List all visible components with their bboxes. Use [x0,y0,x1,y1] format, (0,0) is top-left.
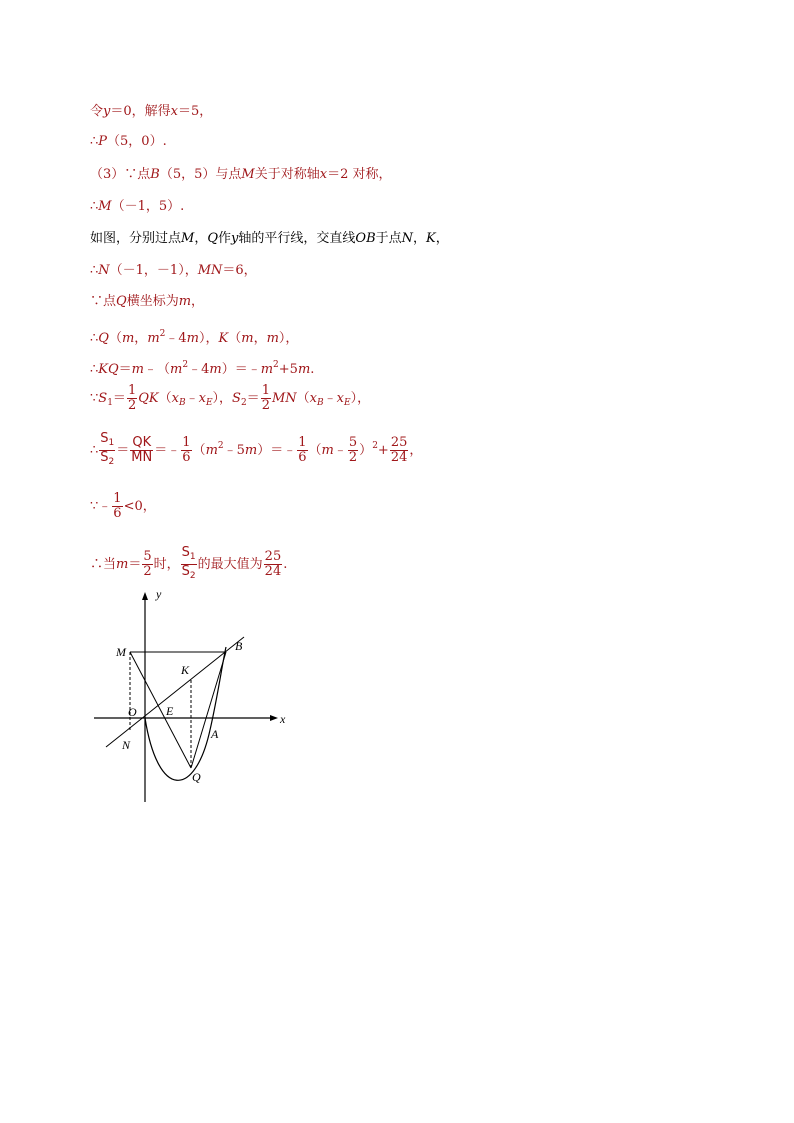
s-letter: S [181,545,190,560]
subscript: B [317,398,324,408]
text: . [310,362,315,377]
point-b: B [150,167,160,182]
text: ， [413,231,427,246]
text: ﹣4 [188,362,210,377]
line-1 [90,103,212,121]
line-11 [90,432,422,469]
text: ）， [212,391,233,406]
var-m: m [121,331,135,346]
denominator: 6 [113,506,122,521]
text: （3）∵点 [90,167,151,182]
line-4 [90,198,184,216]
fraction-25-24 [390,436,409,465]
var-m: m [321,443,334,458]
denominator: 6 [298,450,307,465]
label-b: B [235,639,243,653]
label-x: x [280,712,286,726]
text: ＝5， [178,104,213,119]
exponent: 2 [159,329,166,339]
s-letter: S [100,431,109,446]
therefore: ∴ [90,134,99,149]
line-10 [90,384,370,413]
text: ＝2 对称， [327,167,392,182]
text: ， [253,331,267,346]
var-m: m [170,362,183,377]
var-m: m [116,557,129,572]
s-letter: S [181,564,190,579]
s-letter: S [100,450,109,465]
var-m: m [297,362,311,377]
subscript: 2 [189,571,196,581]
label-m: M [116,645,126,659]
segment-mn: MN [197,263,223,278]
var-x: x [170,104,178,119]
var-m: m [244,443,258,458]
text: ）， [198,331,219,346]
text: ）， [350,391,371,406]
line-ob: OB [355,231,376,246]
label-n: N [122,738,131,752]
var-s: S [98,391,108,406]
var-m: m [241,331,254,346]
label-a: A [211,727,219,741]
point-m: M [98,199,112,214]
segment-mn: MN [271,391,297,406]
text: ， [409,443,423,458]
segment-qk: QK [138,391,159,406]
text: + [377,443,389,458]
denominator: 2 [127,398,137,413]
text: 如图，分别过点 [90,231,182,246]
text: 于点 [375,231,402,246]
text: ＝0，解得 [110,104,171,119]
text: ， [435,231,449,246]
var-y: y [103,104,111,119]
text: ∴当 [90,557,117,572]
point-q: Q [207,231,219,246]
line-7 [90,293,204,311]
text: ， [191,294,205,309]
numerator: 5 [348,435,358,450]
fraction-one-sixth [112,492,122,521]
denominator: 2 [143,564,152,579]
text: ） [359,443,373,458]
subscript: 2 [108,457,115,467]
exponent: 2 [217,441,224,451]
text: （ [228,331,242,346]
text: 轴的平行线，交直线 [238,231,356,246]
fraction-one-sixth [297,436,307,465]
line-6 [90,262,257,280]
y-axis-arrow [142,592,148,600]
text: <0， [123,499,156,514]
fraction-one-half [127,384,137,413]
text: ﹣ [333,443,347,458]
line-12 [90,492,156,521]
therefore: ∴ [90,331,99,346]
text: （－1，5）. [111,199,185,214]
label-q: Q [192,770,201,784]
subscript: E [344,398,351,408]
denominator: 24 [390,450,408,465]
numerator: 1 [182,435,191,450]
text: ＝ [118,362,132,377]
fraction-one-half [261,384,271,413]
text: ， [134,331,148,346]
var-m: m [266,331,279,346]
line-3 [90,166,391,184]
var-x: x [336,391,344,406]
subscript: 1 [189,552,196,562]
text: +5 [278,362,298,377]
numerator: 1 [261,383,270,398]
exponent: 2 [273,360,279,370]
text: ∵﹣ [90,499,112,514]
text: （ [158,391,172,406]
subscript: 1 [107,398,113,408]
text: 时， [153,557,180,572]
var-x: x [309,391,318,406]
text: ＝﹣ [154,443,181,458]
text: （－1，－1）， [109,263,198,278]
segment-qb [191,652,226,768]
therefore: ∴ [90,199,99,214]
text: （ [308,443,322,458]
text: ∵点 [90,294,117,309]
point-m: M [241,167,255,182]
text: ＝ [128,557,142,572]
text: ﹣（ [144,362,171,377]
text: ， [194,231,208,246]
subscript: B [178,398,186,408]
denominator: 2 [348,450,358,465]
geometry-figure [90,590,300,810]
line-2 [90,133,167,151]
text: ）， [278,331,299,346]
point-q: Q [116,294,127,309]
var-x: x [319,167,328,182]
subscript: E [205,398,213,408]
fraction-five-halves [348,436,358,465]
point-k: K [218,331,229,346]
denominator: 24 [264,564,282,579]
var-y: y [231,231,239,246]
text: ﹣ [323,391,337,406]
text: . [283,557,288,572]
numerator: 25 [390,435,408,450]
text: 关于对称轴 [254,167,320,182]
numerator: 1 [127,383,137,398]
therefore: ∴ [90,362,99,377]
point-k: K [426,231,436,246]
text: ＝ [112,391,126,406]
numerator: 25 [264,549,282,564]
var-x: x [171,391,179,406]
segment-kq: KQ [98,362,119,377]
line-13 [90,546,287,583]
fraction-qk-over-mn [130,436,153,465]
subscript: 1 [108,438,115,448]
var-m: m [131,362,144,377]
fraction-five-halves [142,550,152,579]
numerator: 1 [298,435,307,450]
text: ﹣4 [165,331,187,346]
text: ＝6， [222,263,257,278]
denominator: 6 [182,450,191,465]
fraction-s1-over-s2 [99,432,115,469]
text: （5，5）与点 [159,167,242,182]
point-m: M [181,231,195,246]
line-ob [106,637,244,747]
therefore: ∴ [90,263,99,278]
var-m: m [147,331,160,346]
point-q: Q [98,331,109,346]
therefore: ∴ [90,443,99,458]
label-e: E [166,704,174,718]
denominator: MN [131,450,153,465]
point-p: P [98,134,108,149]
numerator: QK [130,436,153,451]
exponent: 2 [182,360,189,370]
numerator: 5 [143,549,152,564]
text: （ [108,331,122,346]
var-m: m [178,294,192,309]
text: ）＝﹣ [257,443,297,458]
text: 作 [218,231,232,246]
text: 的最大值为 [197,557,263,572]
x-axis-arrow [270,715,278,721]
line-9 [90,356,314,379]
text: ＝ [116,443,130,458]
point-n: N [98,263,110,278]
var-m: m [260,362,274,377]
exponent: 2 [372,441,378,451]
text: 令 [90,104,104,119]
text: （ [192,443,206,458]
line-8 [90,325,298,348]
label-k: K [181,663,190,677]
denominator: 2 [261,398,270,413]
var-m: m [205,443,218,458]
text: ）＝﹣ [221,362,261,377]
text: ＝ [246,391,260,406]
subscript: 2 [240,398,247,408]
because: ∵ [90,391,99,406]
text: （ [296,391,310,406]
fraction-one-sixth [181,436,191,465]
text: 横坐标为 [126,294,179,309]
point-n: N [401,231,414,246]
line-5 [90,230,449,248]
label-y: y [156,590,162,601]
var-x: x [198,391,206,406]
var-s: S [232,391,241,406]
text: ﹣ [185,391,199,406]
label-o: O [128,705,137,719]
text: （5，0）. [107,134,167,149]
var-m: m [209,362,222,377]
numerator: 1 [113,491,122,506]
fraction-25-24 [264,550,283,579]
text: ﹣5 [223,443,245,458]
var-m: m [186,331,199,346]
fraction-s1-over-s2 [181,546,197,583]
